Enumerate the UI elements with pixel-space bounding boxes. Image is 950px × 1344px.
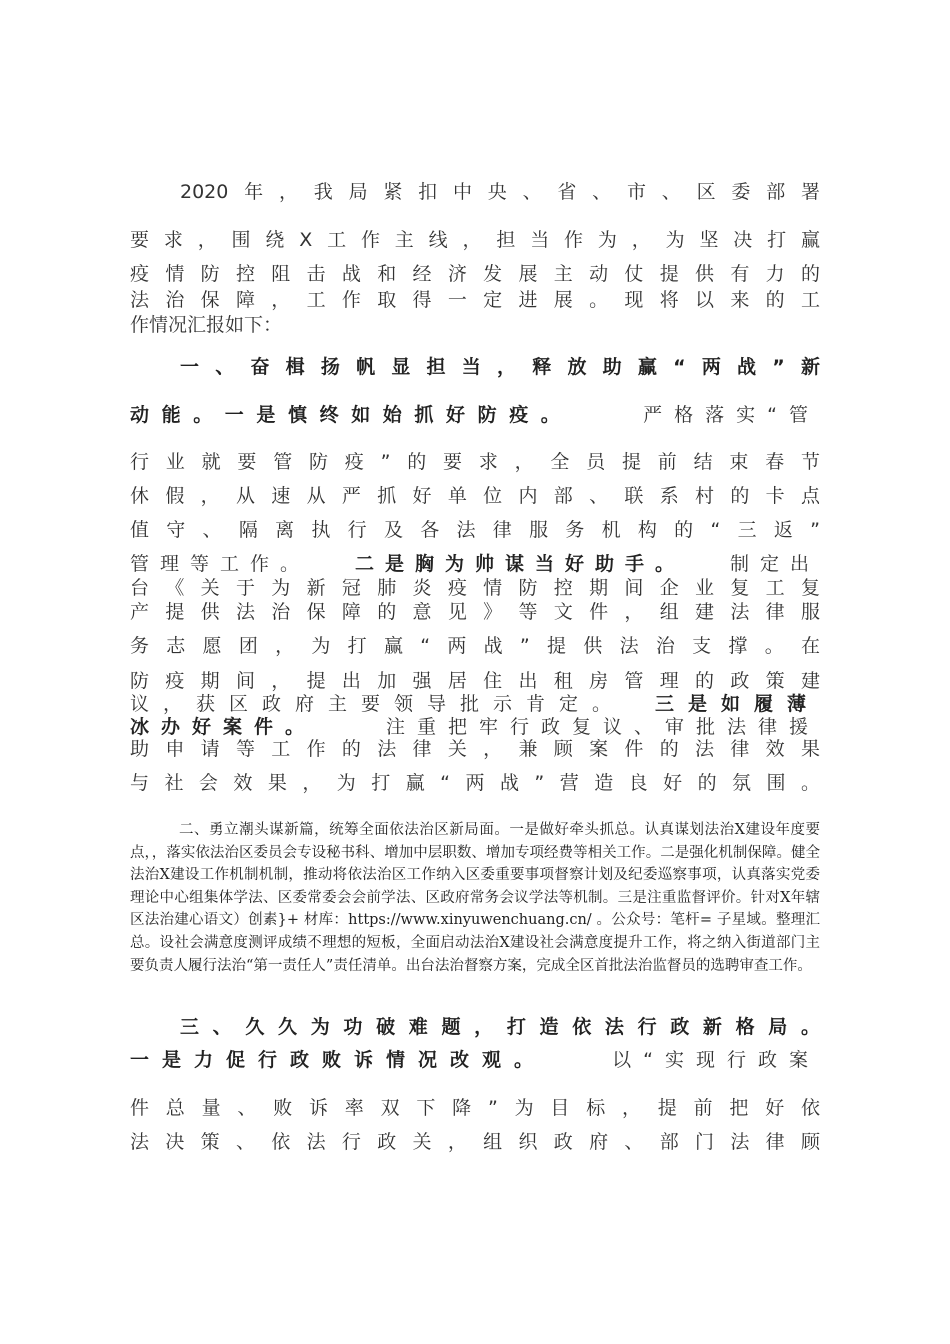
section-1-heading: 一、奋楫扬帆显担当，释放助赢“两战”新 <box>180 356 820 378</box>
section-1-line-12-b: 注重把牢行政复议、审批法律援 <box>385 716 820 738</box>
intro-line-3: 疫情防控阻击战和经济发展主动仗提供有力的 <box>130 263 820 285</box>
section-1-line-10: 防疫期间，提出加强居住出租房管理的政策建 <box>130 670 820 692</box>
section-3-line-4: 法决策、依法行政关，组织政府、部门法律顾 <box>130 1131 820 1153</box>
section-1-line-6-c: 制定出 <box>729 553 820 575</box>
section-1-line-4: 休假，从速从严抓好单位内部、联系村的卡点 <box>130 485 820 507</box>
section-3-heading: 三、久久为功破难题，打造依法行政新格局。 <box>180 1016 820 1038</box>
section-3-line-2 <box>130 1048 820 1072</box>
section-1-line-6 <box>130 552 820 576</box>
section-1-line-13: 助申请等工作的法律关，兼顾案件的法律效果 <box>130 738 820 760</box>
section-1-line-11 <box>130 692 820 716</box>
section-2-paragraph <box>130 819 820 977</box>
section-1-line-3: 行业就要管防疫”的要求，全员提前结束春节 <box>130 451 820 473</box>
section-1-line-9: 务志愿团，为打赢“两战”提供法治支撑。在 <box>130 635 820 657</box>
section-1-subheading-2: 二是胸为帅谋当好助手。 <box>354 553 685 575</box>
section-1-subheading-3-a: 三是如履薄 <box>654 693 820 715</box>
section-3-line-2-text: 以“实现行政案 <box>612 1049 820 1071</box>
section-3-subheading-1: 一是力促行政败诉情况改观。 <box>130 1049 547 1071</box>
section-2-text: 二、勇立潮头谋新篇，统筹全面依法治区新局面。一是做好牵头抓总。认真谋划法治X建设年度要点，，落实依法治区委员会专设秘书科、增加中层职数、增加专项经费等相关工作。二是强化机制保障。健全法治X建设工作机制机制，推动将依法治区工作纳入区委重要事项督察计划及纪委巡察事项，认真落实党委理论中心组集体学法、区委常委会会前学法、区政府常务会议学法等机制。三是注重监督评价。针对X年辖区法治建心语文）创素}+ 材库：https://www.xinyuwenchuang.cn/ 。公众号：笔杆= 子星域。整理汇总。设社会满意度测评成绩不理想的短板，全面启动法治X建设社会满意度提升工作，将之纳入街道部门主要负责人履行法治“第一责任人”责任清单。出台法治督察方案，完成全区首批法治监督员的选聘审查工作。 <box>130 822 820 974</box>
section-1-line-14: 与社会效果，为打赢“两战”营造良好的氛围。 <box>130 772 820 794</box>
section-3-line-3: 件总量、败诉率双下降”为目标，提前把好依 <box>130 1097 820 1119</box>
section-1-subheading-3-b: 冰办好案件。 <box>130 716 317 738</box>
section-1-line-11-a: 议，获区政府主要领导批示肯定。 <box>130 693 626 715</box>
intro-line-5: 作情况汇报如下： <box>130 314 283 336</box>
section-1-line-8: 产提供法治保障的意见》等文件，组建法律服 <box>130 601 820 623</box>
intro-line-1: 2020年，我局紧扣中央、省、市、区委部署 <box>180 181 820 203</box>
intro-line-4: 法治保障，工作取得一定进展。现将以来的工 <box>130 289 820 311</box>
section-1-line-2 <box>130 403 820 427</box>
section-1-line-12 <box>130 715 820 739</box>
section-1-line-2-text: 严格落实“管 <box>643 404 820 426</box>
section-1-line-7: 台《关于为新冠肺炎疫情防控期间企业复工复 <box>130 577 820 599</box>
intro-line-2: 要求，围绕X工作主线，担当作为，为坚决打赢 <box>130 229 820 251</box>
section-1-line-5: 值守、隔离执行及各法律服务机构的“三返” <box>130 519 820 541</box>
section-1-subheading-1: 动能。一是慎终如始抓好防疫。 <box>130 404 573 426</box>
section-1-line-6-a: 管理等工作。 <box>130 553 311 575</box>
